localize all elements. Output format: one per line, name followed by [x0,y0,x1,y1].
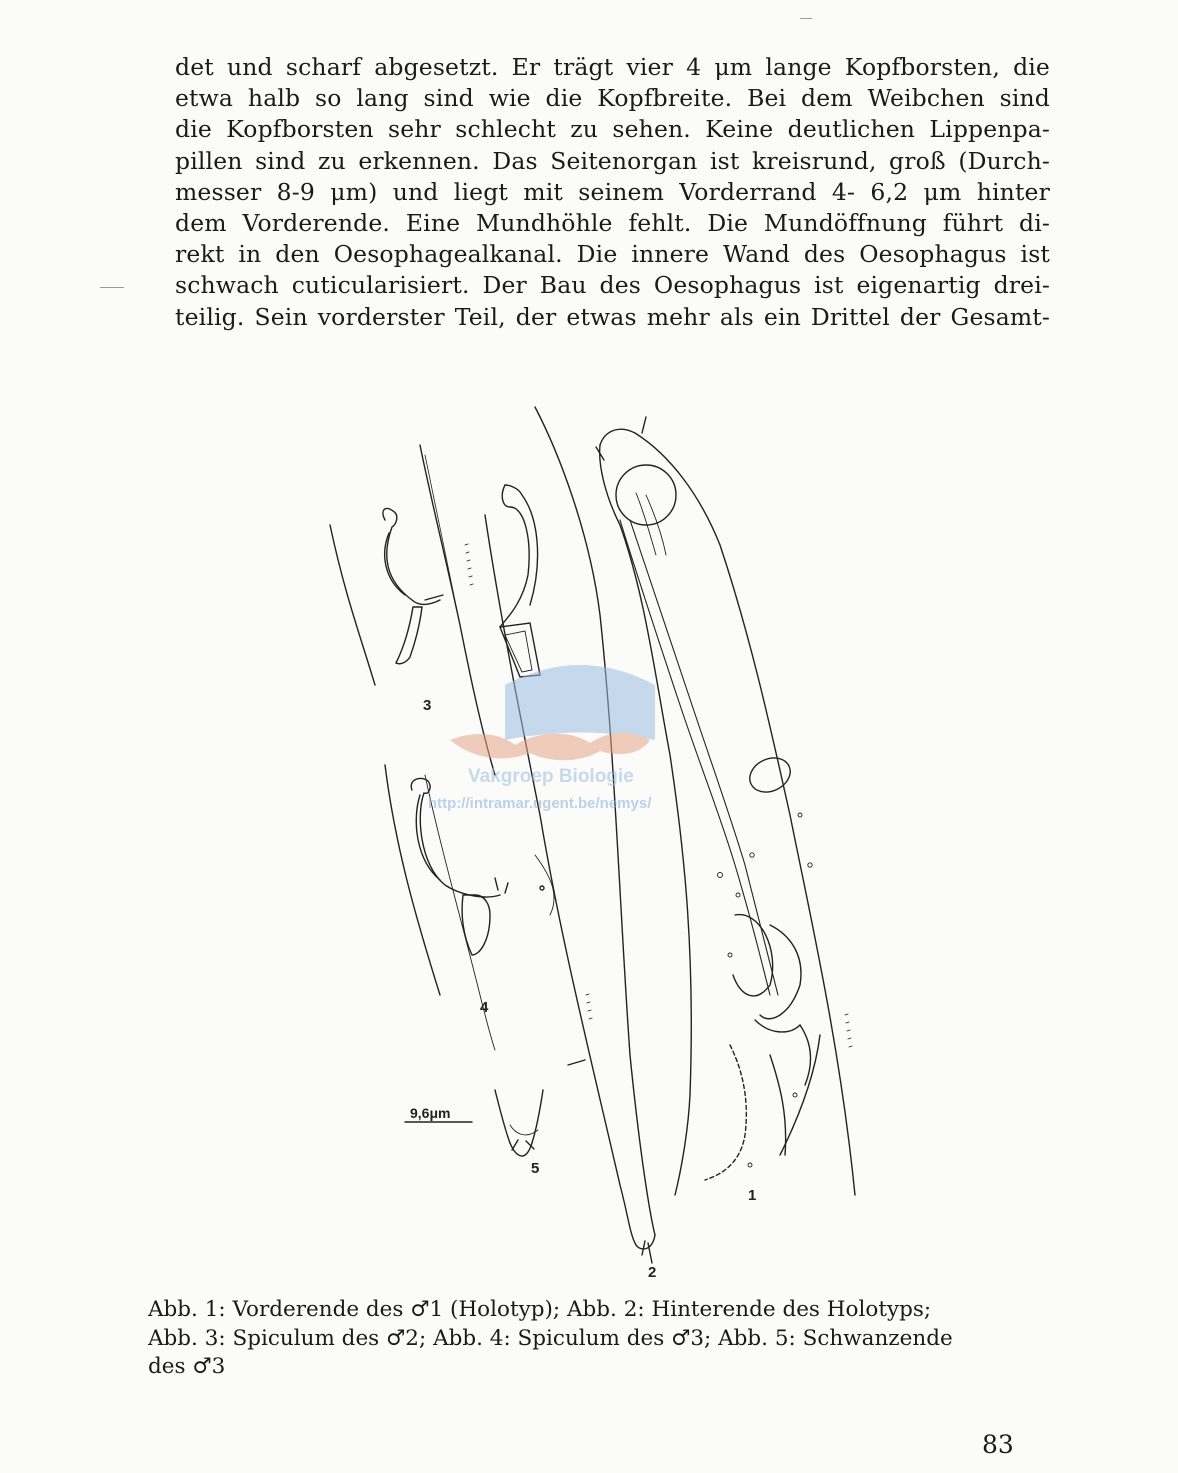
body-text [175,52,1050,333]
caption-line: Abb. 3: Spiculum des ♂2; Abb. 4: Spiculum des ♂3; Abb. 5: Schwanzende [148,1325,953,1351]
caption-line: des ♂3 [148,1354,226,1379]
text-line: schwach cuticularisiert. Der Bau des Oesophagus ist eigenartig drei- [175,271,1050,300]
text-line: rekt in den Oesophagealkanal. Die innere Wand des Oesophagus ist [175,240,1050,269]
caption-line: Abb. 1: Vorderende des ♂1 (Holotyp); Abb. 2: Hinterende des Holotyps; [148,1297,932,1322]
watermark-arc-text: Marene Biologie [507,681,608,696]
fig5-tail-drawing [495,1090,543,1156]
margin-mark [100,287,124,288]
watermark-group-text: Vakgroep Biologie [468,766,634,787]
text-line: teilig. Sein vorderster Teil, der etwas mehr als ein Drittel der Gesamt- [175,302,1050,331]
margin-mark [800,18,812,19]
fig-label-1: 1 [748,1187,757,1204]
text-line: messer 8-9 μm) und liegt mit seinem Vorderrand 4- 6,2 μm hinter [175,177,1050,206]
nematode-figure [300,395,880,1290]
scale-bar-label: 9,6μm [410,1105,451,1121]
watermark-logo [428,665,655,812]
fig-label-4: 4 [480,999,489,1016]
watermark-url: http://intramar.ugent.be/nemys/ [428,795,652,812]
page-number: 83 [982,1430,1014,1459]
text-line: etwa halb so lang sind wie die Kopfbreite. Bei dem Weibchen sind [175,84,1050,113]
fig-label-3: 3 [423,697,432,714]
fig2-posterior-end-drawing [485,407,655,1263]
text-line: det und scharf abgesetzt. Er trägt vier 4 μm lange Kopfborsten, die [175,53,1050,81]
text-line: pillen sind zu erkennen. Das Seitenorgan ist kreisrund, groß (Durch- [175,146,1050,175]
fig-label-5: 5 [531,1160,540,1177]
fig-label-2: 2 [648,1264,657,1281]
figure-caption [148,1296,988,1382]
text-line: die Kopfborsten sehr schlecht zu sehen. Keine deutlichen Lippenpa- [175,115,1050,144]
text-line: dem Vorderende. Eine Mundhöhle fehlt. Die Mundöffnung führt di- [175,209,1050,238]
